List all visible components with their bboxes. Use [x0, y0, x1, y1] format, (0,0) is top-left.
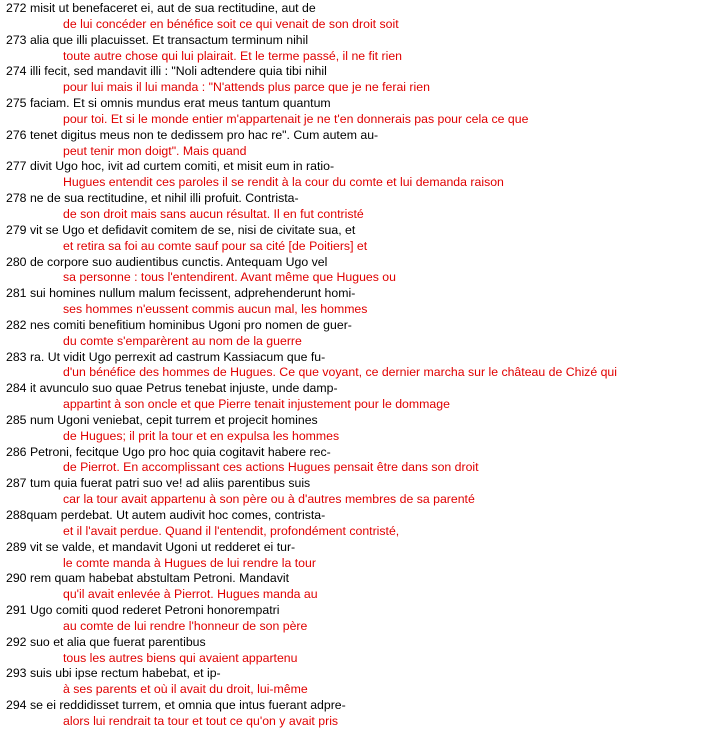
french-translation-line: au comte de lui rendre l'honneur de son père	[63, 618, 308, 633]
latin-line	[6, 381, 696, 397]
latin-line	[6, 191, 696, 207]
line-number: 291	[6, 603, 27, 618]
french-translation-line: de lui concéder en bénéfice soit ce qui venait de son droit soit	[63, 16, 399, 31]
line-number: 283	[6, 349, 27, 364]
line-number: 290	[6, 571, 27, 586]
french-translation-line: tous les autres biens qui avaient appartenu	[63, 650, 298, 665]
latin-line	[6, 508, 696, 524]
latin-line	[6, 445, 696, 461]
line-number: 279	[6, 222, 27, 237]
french-translation-line: Hugues entendit ces paroles il se rendit à la cour du comte et lui demanda raison	[63, 175, 504, 190]
latin-text: divit Ugo hoc, ivit ad curtem comiti, et misit eum in ratio-	[26, 159, 335, 174]
latin-line	[6, 698, 696, 714]
line-number: 287	[6, 476, 27, 491]
latin-line	[6, 413, 696, 429]
latin-text: illi fecit, sed mandavit illi : "Noli adtendere quia tibi nihil	[26, 64, 327, 79]
latin-line	[6, 96, 696, 112]
line-number: 281	[6, 286, 27, 301]
line-number: 275	[6, 96, 27, 111]
french-translation-line: à ses parents et où il avait du droit, lui-même	[63, 682, 308, 697]
line-number: 274	[6, 64, 27, 79]
line-number: 284	[6, 381, 27, 396]
latin-text: se ei reddidisset turrem, et omnia que intus fuerant adpre-	[26, 698, 346, 713]
line-number: 289	[6, 539, 27, 554]
latin-text: sui homines nullum malum fecissent, adprehenderunt homi-	[26, 286, 356, 301]
french-translation-line: peut tenir mon doigt". Mais quand	[63, 143, 247, 158]
latin-text: it avunculo suo quae Petrus tenebat injuste, unde damp-	[26, 381, 338, 396]
latin-text: suis ubi ipse rectum habebat, et ip-	[26, 666, 221, 681]
latin-text: suo et alia que fuerat parentibus	[26, 634, 206, 649]
latin-line	[6, 476, 696, 492]
latin-text: alia que illi placuisset. Et transactum terminum nihil	[26, 32, 309, 47]
bilingual-text-document	[6, 1, 696, 730]
french-translation-line: de Hugues; il prit la tour et en expulsa les hommes	[63, 428, 340, 443]
french-translation-line: et retira sa foi au comte sauf pour sa cité [de Poitiers] et	[63, 238, 368, 253]
latin-text: ne de sua rectitudine, et nihil illi profuit. Contrista-	[26, 191, 299, 206]
french-translation-line: car la tour avait appartenu à son père ou à d'autres membres de sa parenté	[63, 492, 475, 507]
latin-line	[6, 350, 696, 366]
latin-text: Petroni, fecitque Ugo pro hoc quia cogitavit habere rec-	[26, 444, 331, 459]
latin-text: misit ut benefaceret ei, aut de sua rectitudine, aut de	[26, 1, 316, 15]
french-translation-line: du comte s'emparèrent au nom de la guerre	[63, 333, 302, 348]
french-translation-line: appartint à son oncle et que Pierre tenait injustement pour le dommage	[63, 397, 450, 412]
line-number: 292	[6, 634, 27, 649]
french-translation-line: pour lui mais il lui manda : "N'attends plus parce que je ne ferai rien	[63, 80, 430, 95]
french-translation-line: qu'il avait enlevée à Pierrot. Hugues manda au	[63, 587, 318, 602]
latin-text: tenet digitus meus non te dedissem pro hac re". Cum autem au-	[26, 127, 379, 142]
latin-line	[6, 33, 696, 49]
line-number: 280	[6, 254, 27, 269]
latin-text: nes comiti benefitium hominibus Ugoni pro nomen de guer-	[26, 317, 352, 332]
line-number: 273	[6, 32, 27, 47]
latin-text: vit se valde, et mandavit Ugoni ut redderet ei tur-	[26, 539, 296, 554]
french-translation-line: alors lui rendrait ta tour et tout ce qu'on y avait pris	[63, 713, 339, 728]
french-translation-line: d'un bénéfice des hommes de Hugues. Ce que voyant, ce dernier marcha sur le château de Chizé qui	[63, 365, 617, 380]
line-number: 276	[6, 127, 27, 142]
latin-line	[6, 603, 696, 619]
line-number: 293	[6, 666, 27, 681]
latin-line	[6, 223, 696, 239]
latin-text: num Ugoni veniebat, cepit turrem et projecit homines	[26, 412, 318, 427]
line-number: 285	[6, 412, 27, 427]
latin-line	[6, 666, 696, 682]
line-number: 294	[6, 698, 27, 713]
latin-line	[6, 159, 696, 175]
french-translation-line: sa personne : tous l'entendirent. Avant même que Hugues ou	[63, 270, 396, 285]
line-number: 286	[6, 444, 27, 459]
latin-text: rem quam habebat abstultam Petroni. Mandavit	[26, 571, 290, 586]
line-number: 282	[6, 317, 27, 332]
latin-line	[6, 571, 696, 587]
french-translation-line: toute autre chose qui lui plairait. Et le terme passé, il ne fit rien	[63, 48, 403, 63]
line-number: 272	[6, 1, 27, 15]
latin-text: quam perdebat. Ut autem audivit hoc comes, contrista-	[26, 508, 326, 522]
latin-line	[6, 64, 696, 80]
french-translation-line: ses hommes n'eussent commis aucun mal, les hommes	[63, 302, 368, 317]
latin-line	[6, 128, 696, 144]
latin-line	[6, 540, 696, 556]
latin-line	[6, 1, 696, 17]
latin-line	[6, 318, 696, 334]
latin-text: vit se Ugo et defidavit comitem de se, nisi de civitate sua, et	[26, 222, 356, 237]
latin-line	[6, 635, 696, 651]
line-number: 278	[6, 191, 27, 206]
line-number: 277	[6, 159, 27, 174]
latin-line	[6, 286, 696, 302]
french-translation-line: de Pierrot. En accomplissant ces actions Hugues pensait être dans son droit	[63, 460, 479, 475]
french-translation-line: et il l'avait perdue. Quand il l'entendit, profondément contristé,	[63, 523, 400, 538]
latin-text: Ugo comiti quod rederet Petroni honorempatri	[26, 603, 280, 618]
line-number: 288	[6, 508, 27, 522]
latin-text: tum quia fuerat patri suo ve! ad aliis parentibus suis	[26, 476, 311, 491]
latin-text: ra. Ut vidit Ugo perrexit ad castrum Kassiacum que fu-	[26, 349, 326, 364]
latin-line	[6, 255, 696, 271]
french-translation-line: de son droit mais sans aucun résultat. Il en fut contristé	[63, 206, 364, 221]
french-translation-line: pour toi. Et si le monde entier m'appartenait je ne t'en donnerais pas pour cela ce que	[63, 111, 529, 126]
latin-text: faciam. Et si omnis mundus erat meus tantum quantum	[26, 96, 331, 111]
french-translation-line: le comte manda à Hugues de lui rendre la tour	[63, 555, 316, 570]
latin-text: de corpore suo audientibus cunctis. Antequam Ugo vel	[26, 254, 328, 269]
